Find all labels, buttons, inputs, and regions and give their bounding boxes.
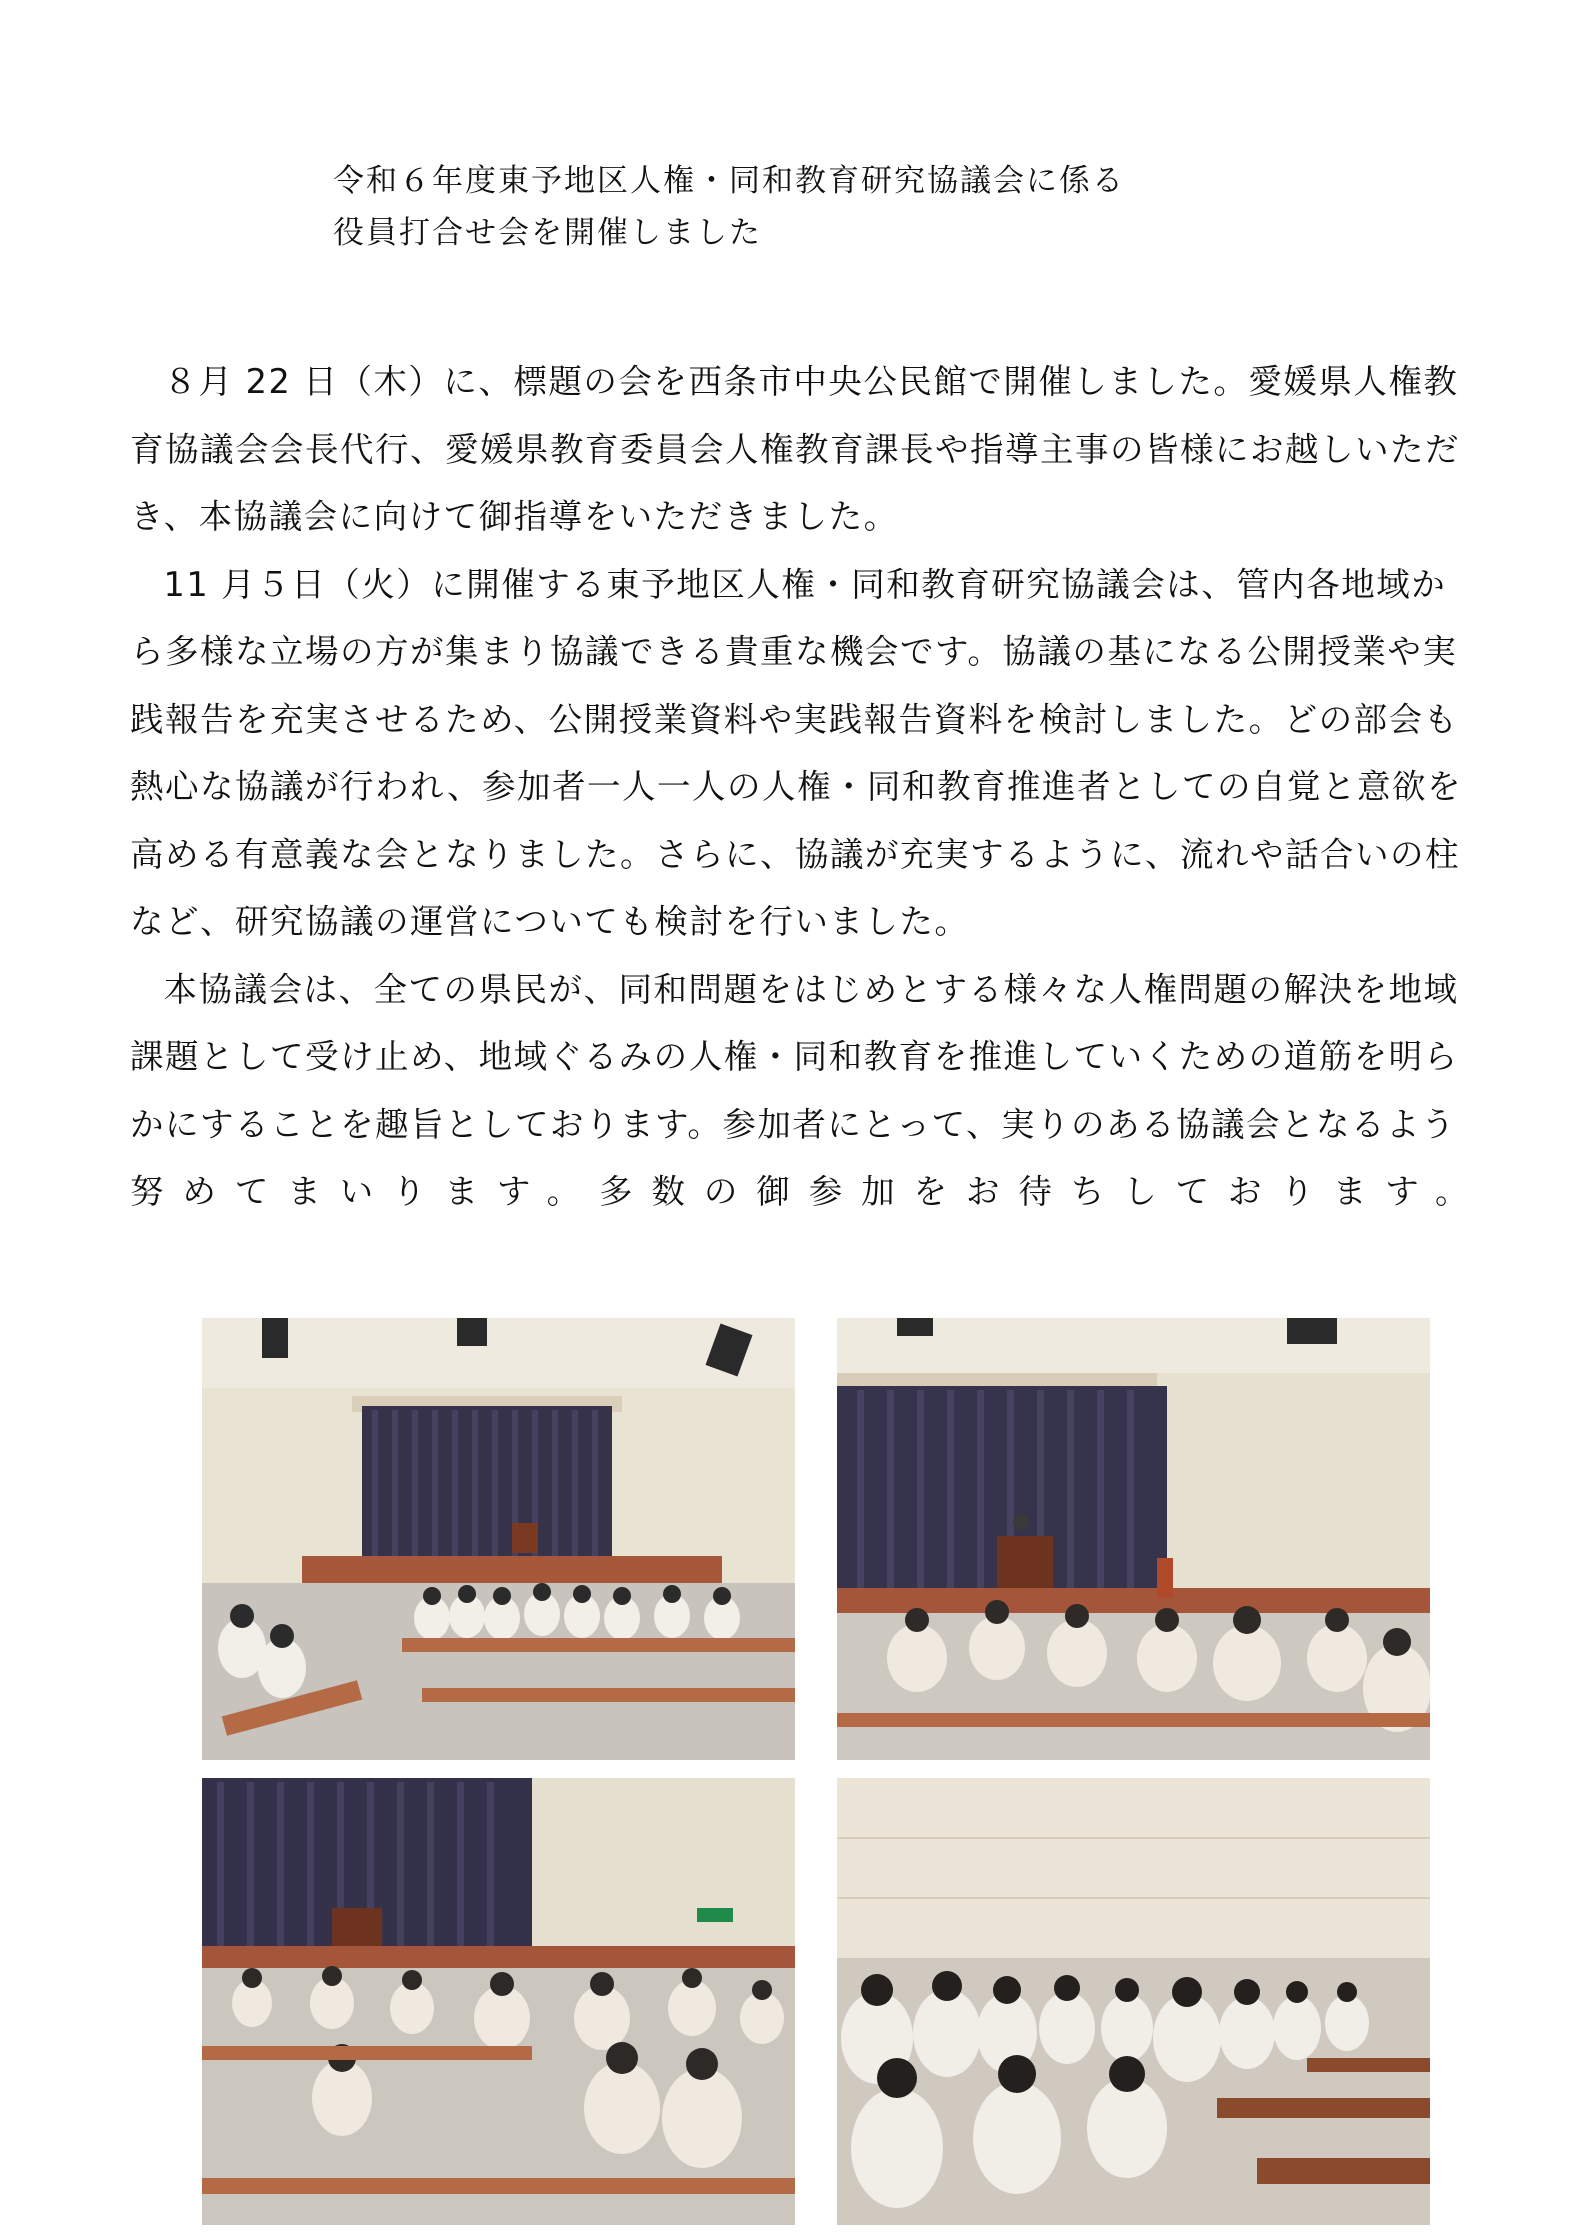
page-title — [333, 155, 1333, 259]
paragraph-2: 11 月５日（火）に開催する東予地区人権・同和教育研究協議会は、管内各地域から多様な立場の方が集まり協議できる貴重な機会です。協議の基になる公開授業や実践報告を充実させるため、公開授業資料や実践報告資料を検討しました。どの部会も熱心な協議が行われ、参加者一人一人の人権・同和教育推進者としての自覚と意欲を高める有意義な会となりました。さらに、協議が充実するように、流れや話合いの柱など、研究協議の運営についても検討を行いました。 — [130, 564, 1463, 941]
meeting-photo-2 — [837, 1318, 1430, 1760]
meeting-photo-4 — [837, 1778, 1430, 2225]
meeting-photo-3 — [202, 1778, 795, 2225]
title-line-2: 役員打合せ会を開催しました — [333, 215, 762, 251]
meeting-photo-1 — [202, 1318, 795, 1760]
paragraph-1: ８月 22 日（木）に、標題の会を西条市中央公民館で開催しました。愛媛県人権教育協議会会長代行、愛媛県教育委員会人権教育課長や指導主事の皆様にお越しいただき、本協議会に向けて御指導をいただきました。 — [130, 362, 1460, 536]
paragraph-3: 本協議会は、全ての県民が、同和問題をはじめとする様々な人権問題の解決を地域課題として受け止め、地域ぐるみの人権・同和教育を推進していくための道筋を明らかにすることを趣旨としております。参加者にとって、実りのある協議会となるよう努めてまいります。多数の御参加をお待ちしております。 — [130, 969, 1470, 1211]
title-line-1: 令和６年度東予地区人権・同和教育研究協議会に係る — [333, 163, 1125, 199]
body-text — [130, 348, 1470, 1226]
